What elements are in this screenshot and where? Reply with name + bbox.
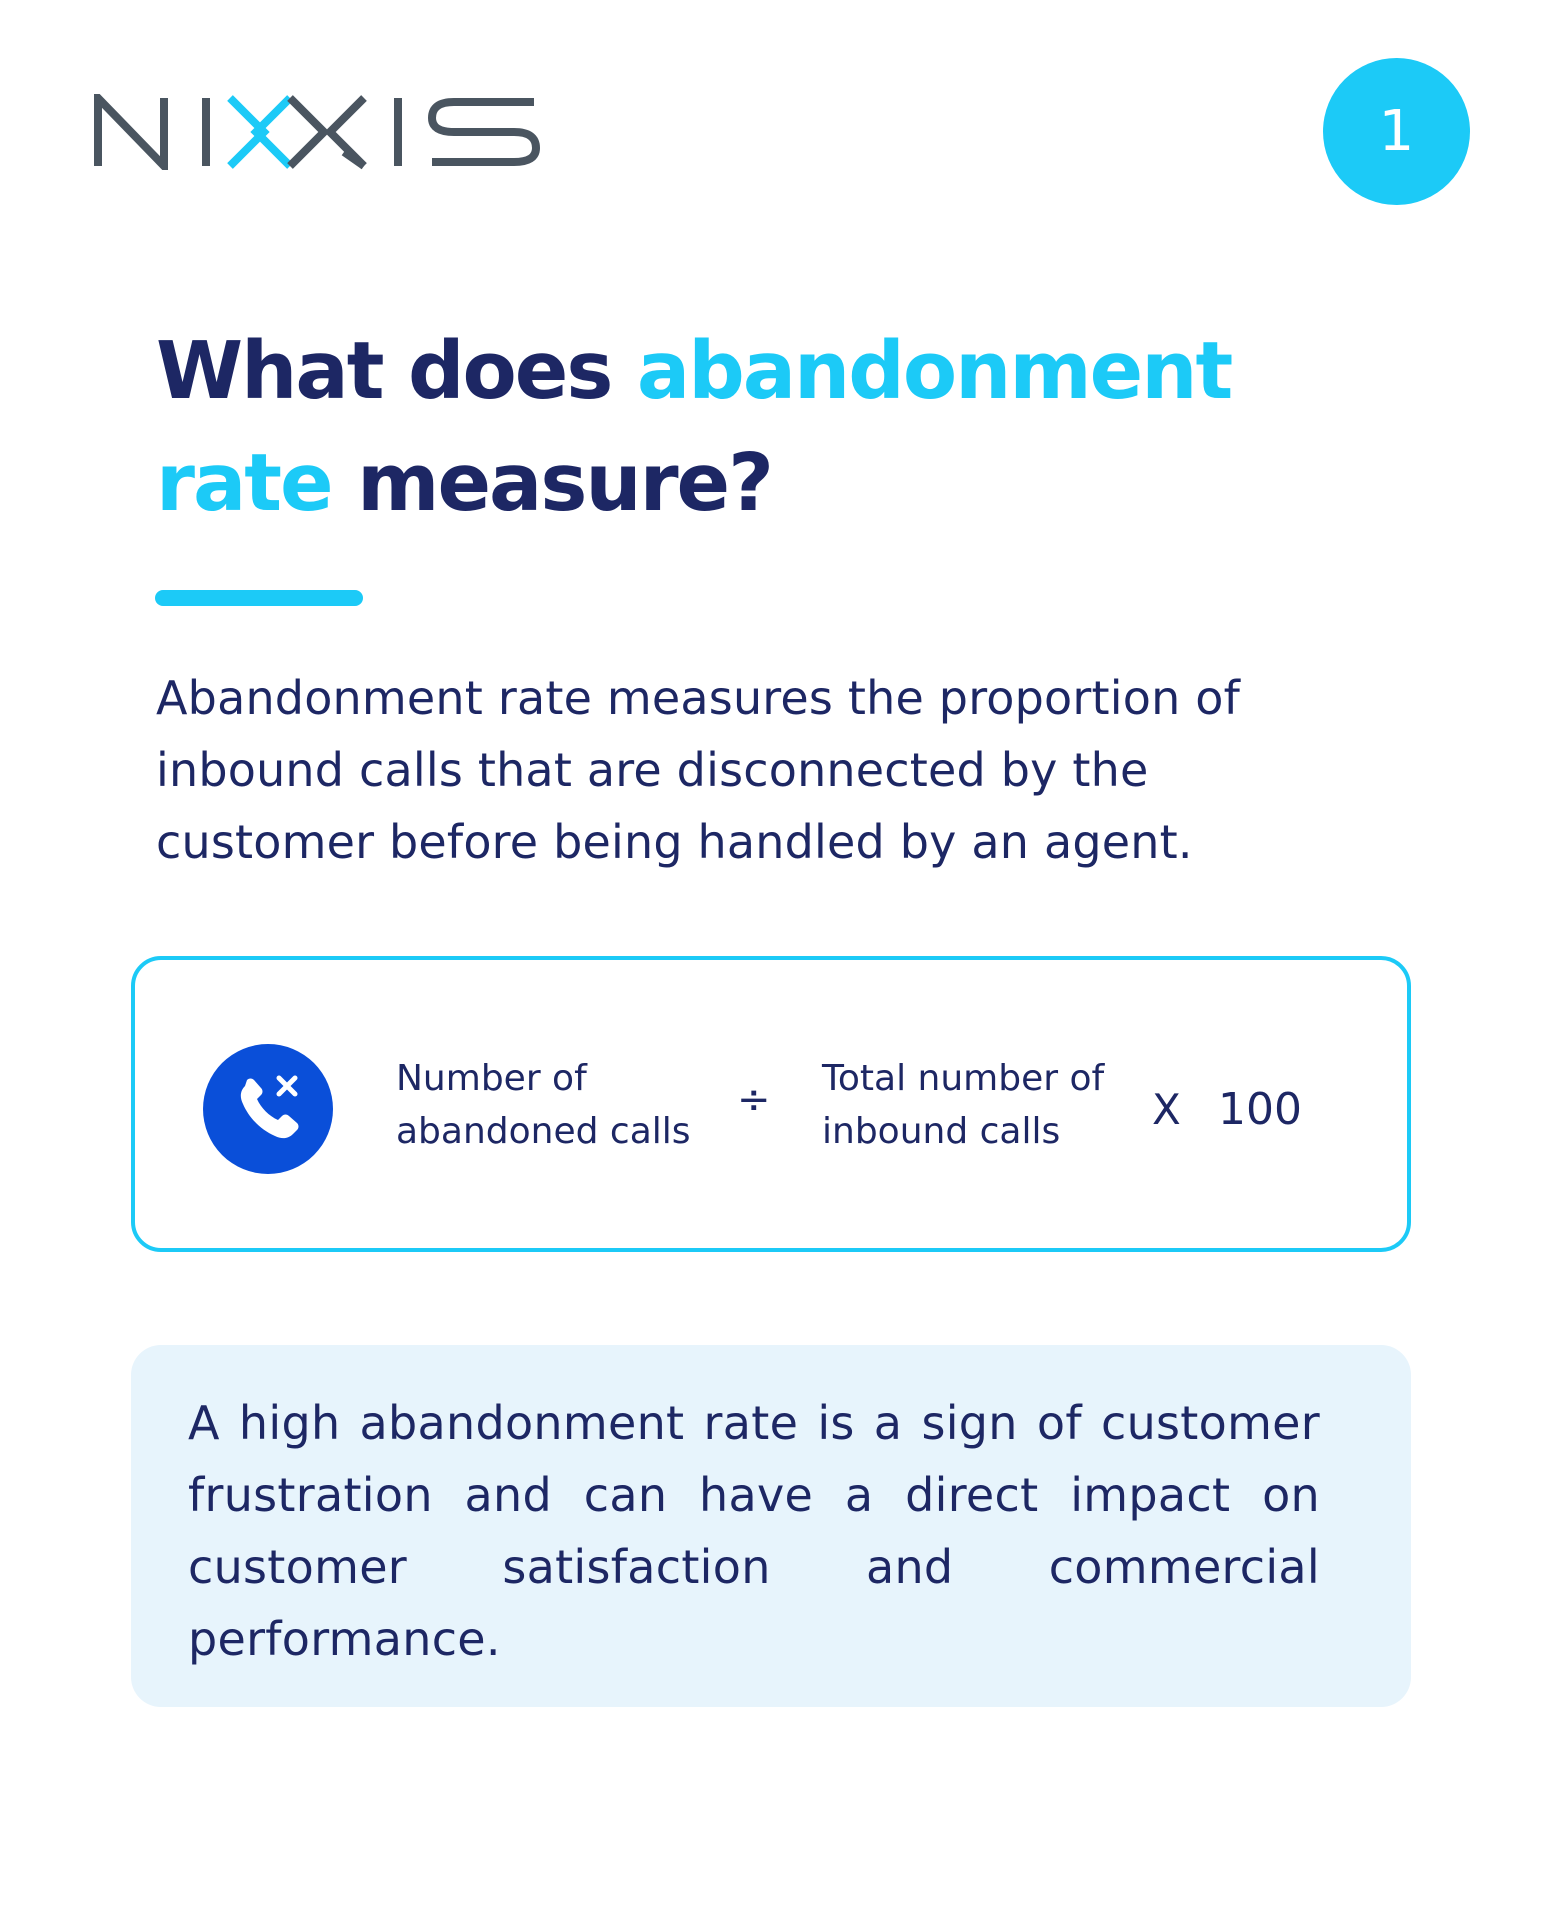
- page-number: 1: [1378, 99, 1415, 164]
- title-part-2: measure?: [331, 437, 772, 529]
- denominator-line-2: inbound calls: [822, 1111, 1061, 1152]
- formula-multiplier: 100: [1218, 1084, 1302, 1135]
- title-accent-1: abandonment: [636, 325, 1232, 417]
- formula-card: [131, 956, 1411, 1252]
- numerator-line-2: abandoned calls: [396, 1111, 691, 1152]
- nixxis-logo: [94, 94, 544, 170]
- formula-denominator: [822, 1052, 1104, 1158]
- phone-missed-call-icon: [203, 1044, 333, 1174]
- title-part-1: What does: [156, 325, 637, 417]
- intro-paragraph: Abandonment rate measures the proportion of inbound calls that are disconnected by the customer before being handled by an agent.: [156, 671, 1240, 869]
- page-number-badge: [1323, 58, 1470, 205]
- divide-operator: ÷: [737, 1077, 771, 1123]
- note-text: A high abandonment rate is a sign of customer frustration and can have a direct impact on customer satisfaction and commercial performance.: [188, 1396, 1320, 1666]
- denominator-line-1: Total number of: [822, 1058, 1105, 1099]
- title-underline: [155, 590, 363, 606]
- note-box: [131, 1345, 1411, 1707]
- multiply-operator: X: [1152, 1085, 1181, 1134]
- page-title: [156, 315, 1306, 539]
- title-accent-2: rate: [156, 437, 332, 529]
- numerator-line-1: Number of: [396, 1058, 587, 1099]
- formula-numerator: [396, 1052, 691, 1158]
